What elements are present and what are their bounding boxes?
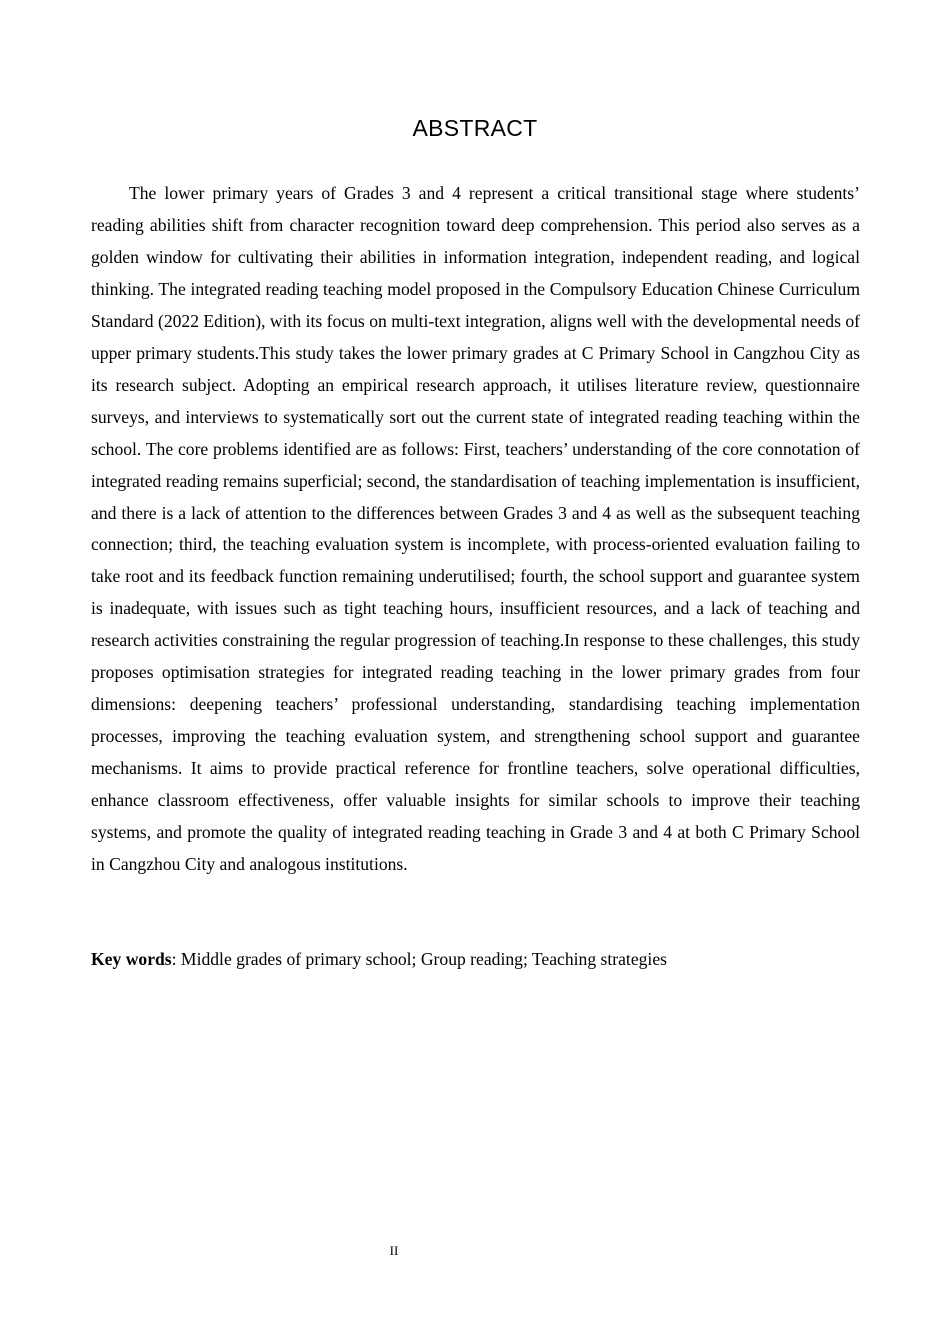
abstract-title: ABSTRACT — [412, 115, 538, 141]
keywords-text: Middle grades of primary school; Group reading; Teaching strategies — [176, 949, 667, 969]
page-number: II — [389, 1243, 399, 1258]
keywords-label: Key words — [91, 949, 172, 969]
abstract-body: The lower primary years of Grades 3 and 4 represent a critical transitional stage where students’ reading abilities shift from character recognition toward deep comprehension. This period also serves as a golden window for cultivating their abilities in information integration, independent reading, and logical thinking. The integrated reading teaching model proposed in the Compulsory Education Chinese Curriculum Standard (2022 Edition), with its focus on multi-text integration, aligns well with the developmental needs of upper primary students.This study takes the lower primary grades at C Primary School in Cangzhou City as its research subject. Adopting an empirical research approach, it utilises literature review, questionnaire surveys, and interviews to systematically sort out the current state of integrated reading teaching within the school. The core problems identified are as follows: First, teachers’ understanding of the core connotation of integrated reading remains superficial; second, the standardisation of teaching implementation is insufficient, and there is a lack of attention to the differences between Grades 3 and 4 as well as the subsequent teaching connection; third, the teaching evaluation system is incomplete, with process-oriented evaluation failing to take root and its feedback function remaining underutilised; fourth, the school support and guarantee system is inadequate, with issues such as tight teaching hours, insufficient resources, and a lack of teaching and research activities constraining the regular progression of teaching.In response to these challenges, this study proposes optimisation strategies for integrated reading teaching in the lower primary grades from four dimensions: deepening teachers’ professional understanding, standardising teaching implementation processes, improving the teaching evaluation system, and strengthening school support and guarantee mechanisms. It aims to provide practical reference for frontline teachers, solve operational difficulties, enhance classroom effectiveness, offer valuable insights for similar schools to improve their teaching systems, and promote the quality of integrated reading teaching in Grade 3 and 4 at both C Primary School in Cangzhou City and analogous institutions. — [91, 183, 860, 875]
keywords-line — [91, 943, 860, 975]
keywords-separator: : — [171, 949, 177, 969]
